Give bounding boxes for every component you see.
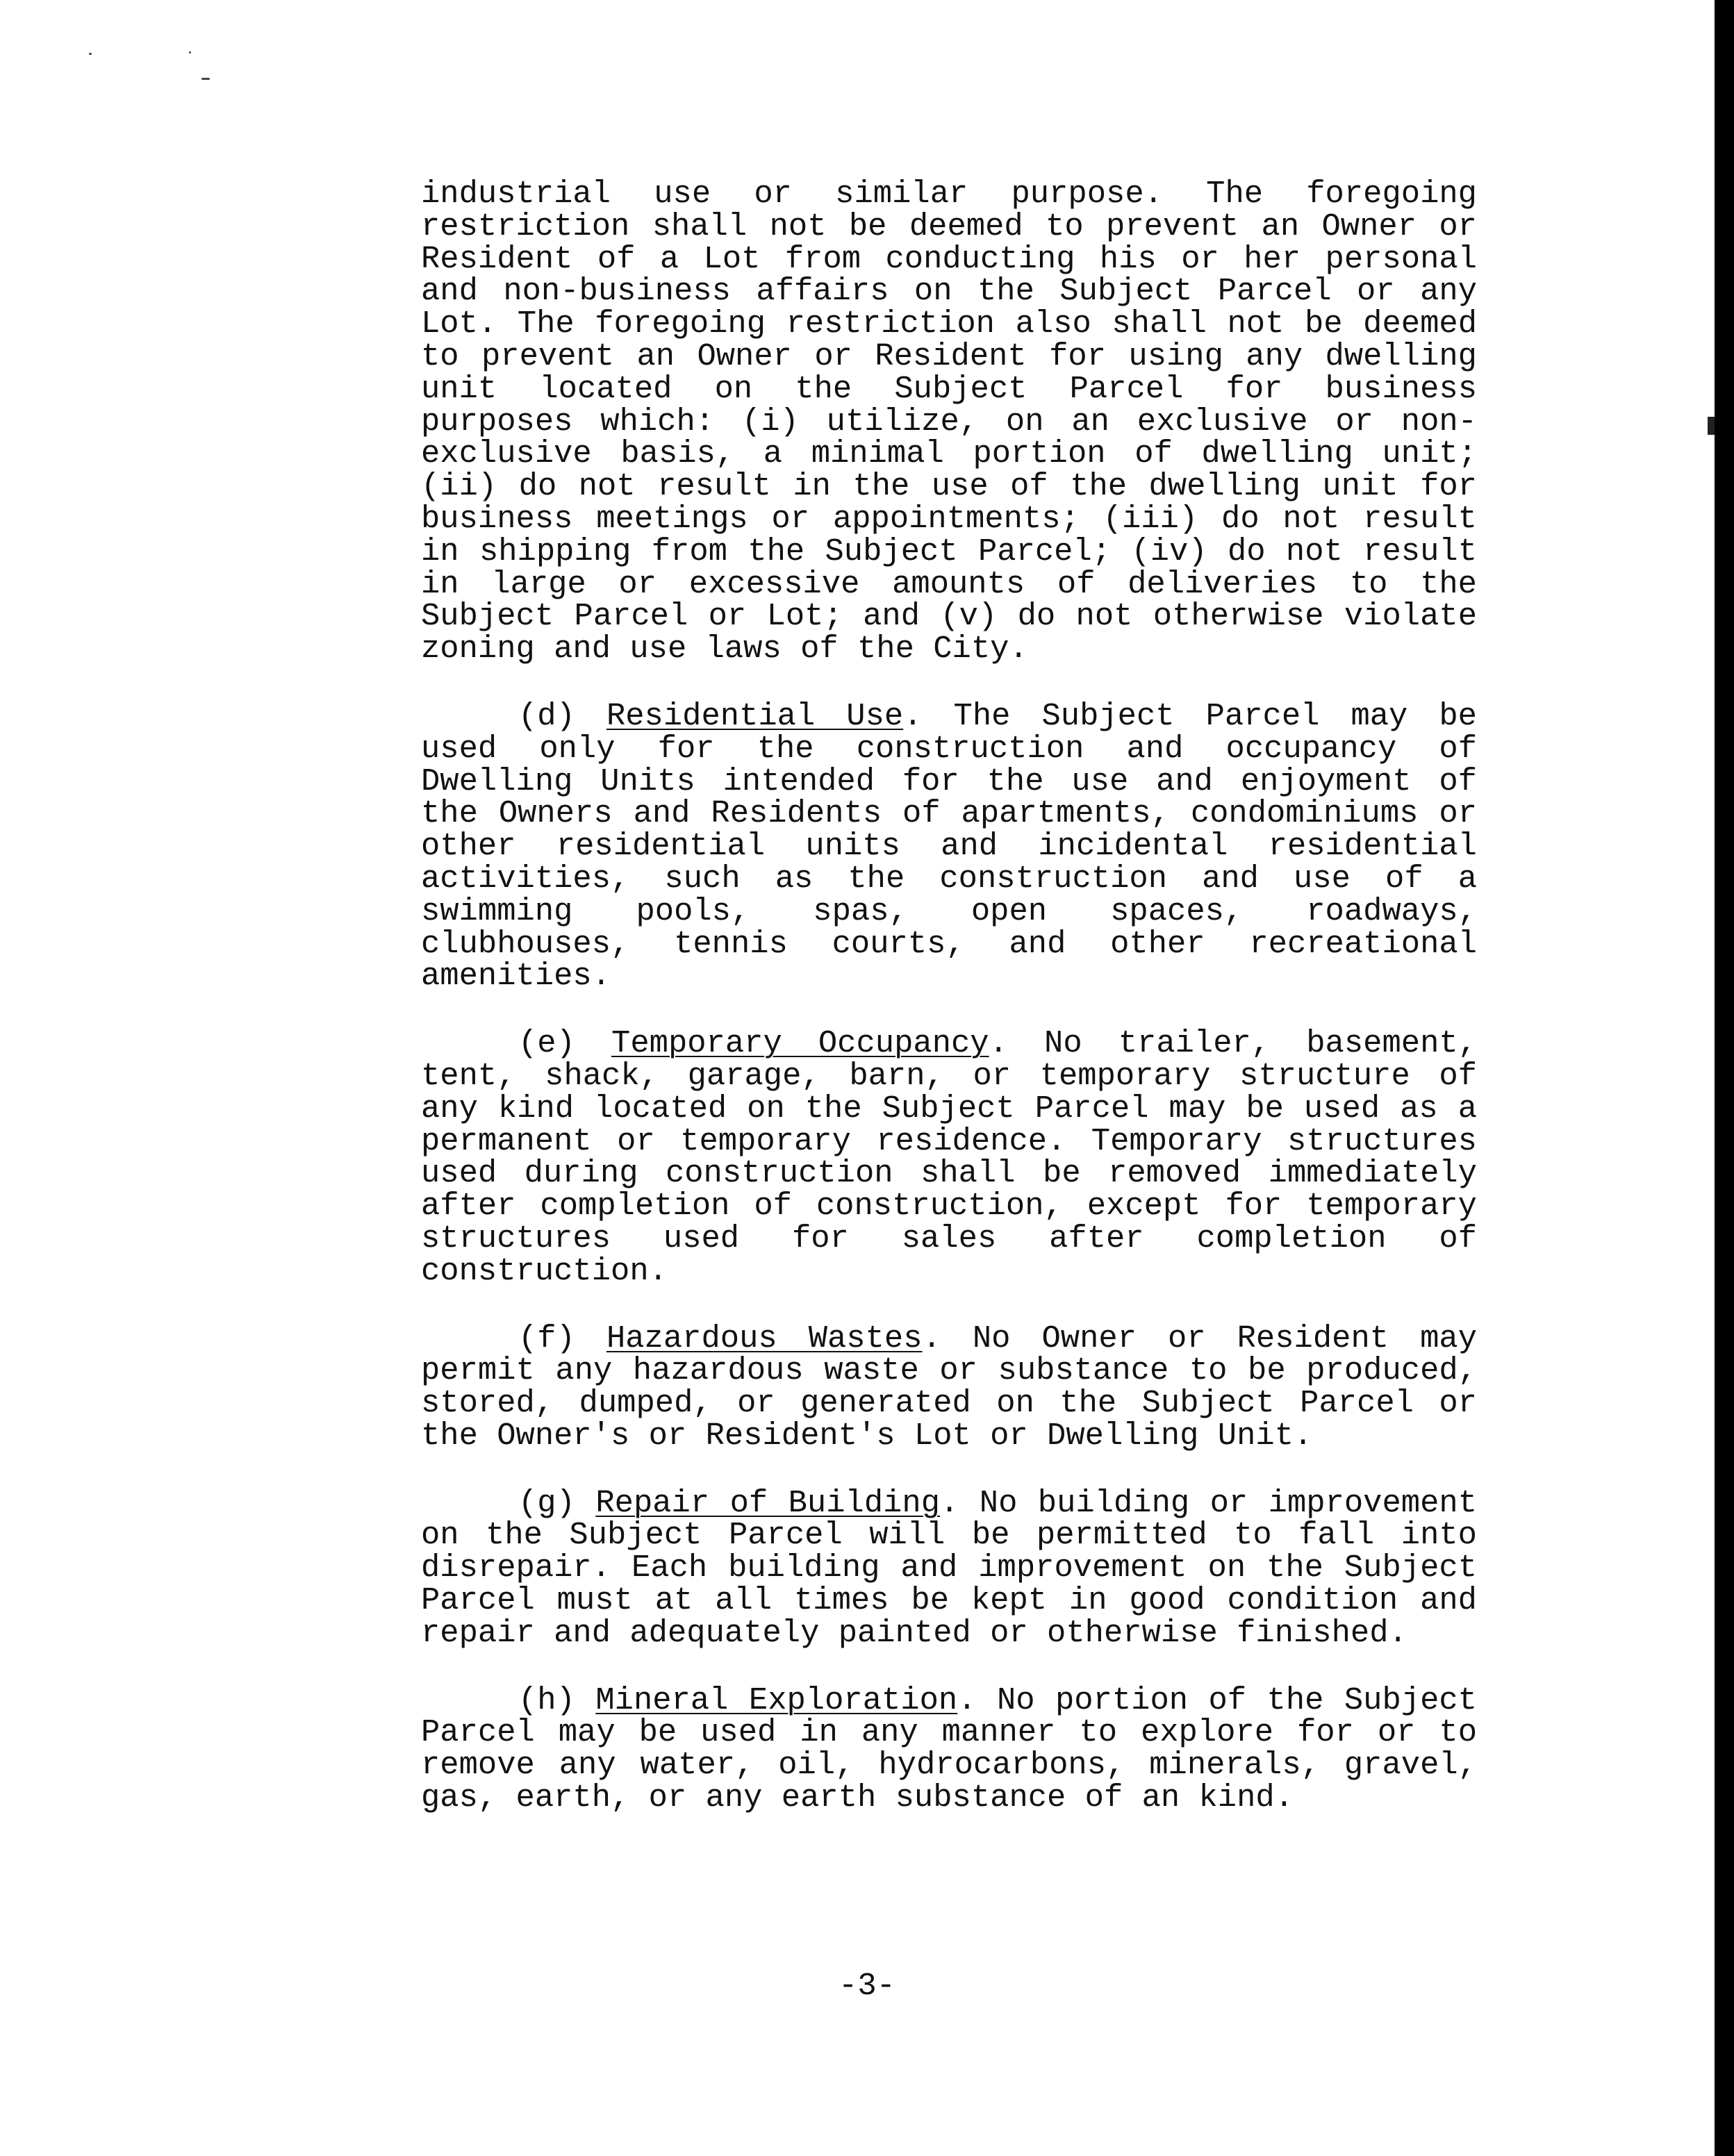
section-heading: Hazardous Wastes xyxy=(606,1320,923,1357)
section-label: (g) xyxy=(518,1484,575,1521)
section-d xyxy=(421,697,1477,995)
section-e xyxy=(421,1027,1477,1287)
section-label: (f) xyxy=(518,1320,575,1357)
page-number: -3- xyxy=(839,1968,895,2004)
section-body: . No portion of the Subject Parcel may be used in any manner to explore for or to remove any water, oil, hydrocarbons, minerals, gravel, gas, earth, or any earth substance of an kind. xyxy=(421,1682,1477,1816)
scan-border xyxy=(1715,0,1734,2156)
section-label: (h) xyxy=(518,1682,575,1718)
section-body: . No Owner or Resident may permit any hazardous waste or substance to be produced, stored, dumped, or generated on the Subject Parcel or the Owner's or Resident's Lot or Dwelling Unit. xyxy=(421,1320,1477,1454)
section-heading: Temporary Occupancy xyxy=(611,1025,989,1062)
scan-speck xyxy=(89,53,92,55)
document-body xyxy=(421,178,1477,1849)
section-g xyxy=(421,1484,1477,1651)
section-label: (e) xyxy=(518,1025,575,1062)
section-body: . The Subject Parcel may be used only for the construction and occupancy of Dwelling Units intended for the use and enjoyment of the Owners and Residents of apartments, condominiums or other residential units and incidental residential activities, such as the construction and use of a swimming pools, spas, open spaces, roadways, clubhouses, tennis courts, and other recreational amenities. xyxy=(421,697,1477,995)
scan-edge-mark xyxy=(1708,417,1715,435)
scan-speck xyxy=(201,78,210,80)
section-heading: Repair of Building xyxy=(595,1484,941,1521)
section-h xyxy=(421,1684,1477,1814)
intro-paragraph: industrial use or similar purpose. The foregoing restriction shall not be deemed to prevent an Owner or Resident of a Lot from conducting his or her personal and non-business affairs on the Subject Parcel or any Lot. The foregoing restriction also shall not be deemed to prevent an Owner or Resident for using any dwelling unit located on the Subject Parcel for business purposes which: (i) utilize, on an exclusive or non-exclusive basis, a minimal portion of dwelling unit; (ii) do not result in the use of the dwelling unit for business meetings or appointments; (iii) do not result in shipping from the Subject Parcel; (iv) do not result in large or excessive amounts of deliveries to the Subject Parcel or Lot; and (v) do not otherwise violate zoning and use laws of the City. xyxy=(421,176,1477,667)
section-heading: Mineral Exploration xyxy=(595,1682,958,1718)
section-heading: Residential Use xyxy=(606,697,904,734)
section-label: (d) xyxy=(518,697,575,734)
section-f xyxy=(421,1322,1477,1452)
scan-speck xyxy=(189,51,191,53)
section-body: . No trailer, basement, tent, shack, garage, barn, or temporary structure of any kind located on the Subject Parcel may be used as a permanent or temporary residence. Temporary structures used during construction shall be removed immediately after completion of construction, except for temporary structures used for sales after completion of construction. xyxy=(421,1025,1477,1289)
section-body: . No building or improvement on the Subject Parcel will be permitted to fall into disrepair. Each building and improvement on the Subject Parcel must at all times be kept in good condition and repair and adequately painted or otherwise finished. xyxy=(421,1484,1477,1651)
